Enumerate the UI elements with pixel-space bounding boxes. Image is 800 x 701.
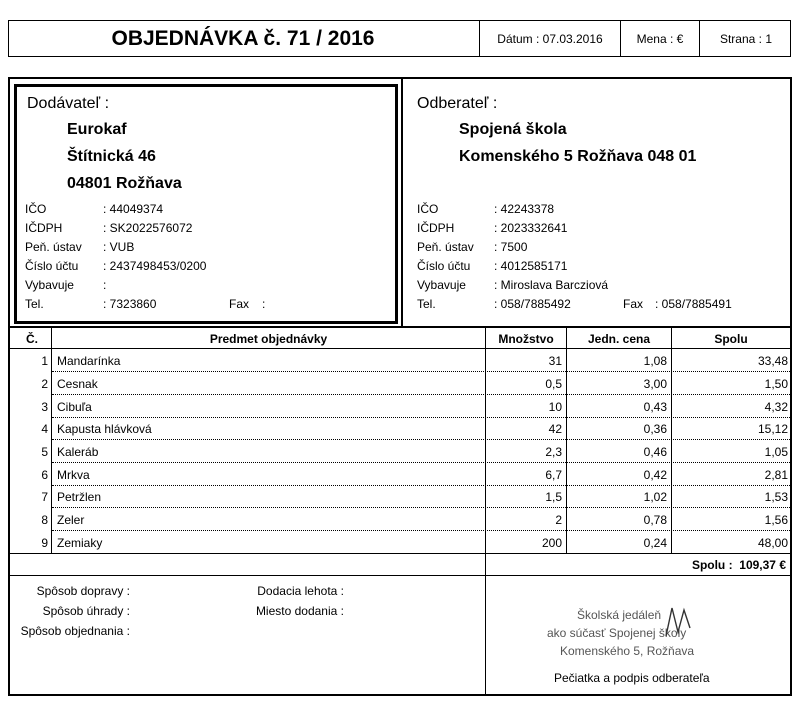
row-no: 6 bbox=[41, 468, 48, 482]
customer-address: Komenského 5 Rožňava 048 01 bbox=[459, 148, 697, 165]
signature-divider bbox=[485, 576, 486, 694]
supplier-box: Dodávateľ : Eurokaf Štítnická 46 04801 Rožňava IČO : 44049374 IČDPH : SK2022576072 Peň. ústav : VUB Číslo účtu : 2437498453/0200 Vybavuje : Tel. : 7323860 Fax : bbox=[14, 84, 398, 324]
row-total: 2,81 bbox=[764, 468, 788, 482]
row-price: 0,78 bbox=[643, 513, 667, 527]
row-separator bbox=[52, 485, 790, 486]
page-cell bbox=[699, 21, 792, 56]
row-item: Kaleráb bbox=[57, 445, 99, 459]
row-total: 1,56 bbox=[764, 513, 788, 527]
customer-bank-value: 7500 bbox=[500, 240, 528, 254]
stamp-line-1: Školská jedáleň bbox=[577, 608, 662, 622]
totals-bottom-rule bbox=[10, 575, 790, 576]
row-qty: 42 bbox=[548, 422, 562, 436]
stamp-line-3: Komenského 5, Rožňava bbox=[560, 644, 695, 658]
row-separator bbox=[52, 371, 790, 372]
parties-divider bbox=[401, 79, 403, 326]
customer-fax-value: 058/7885491 bbox=[661, 297, 732, 311]
row-separator bbox=[52, 530, 790, 531]
supplier-icdph-value: SK2022576072 bbox=[109, 221, 193, 235]
customer-box: Odberateľ : Spojená škola Komenského 5 Rožňava 048 01 IČO : 42243378 IČDPH : 2023332641 Peň. ústav : 7500 Číslo účtu : 4012585171 Vybavuje : Miroslava Barcziová Tel. : 058/7885492 Fax : 058/7885491 bbox=[417, 95, 732, 311]
row-qty: 2,3 bbox=[545, 445, 562, 459]
customer-icdph-label: IČDPH bbox=[417, 221, 455, 235]
row-item: Kapusta hlávková bbox=[57, 422, 152, 436]
delivery-place-label: Miesto dodania : bbox=[255, 604, 344, 618]
supplier-bank-label: Peň. ústav bbox=[25, 240, 82, 254]
supplier-name: Eurokaf bbox=[67, 121, 127, 138]
currency-label: Mena : bbox=[636, 31, 674, 46]
row-item: Mrkva bbox=[57, 468, 90, 482]
row-item: Mandarínka bbox=[57, 354, 121, 368]
signature-caption: Pečiatka a podpis odberateľa bbox=[554, 671, 710, 685]
row-separator bbox=[52, 462, 790, 463]
date-value: 07.03.2016 bbox=[542, 31, 603, 46]
row-qty: 31 bbox=[548, 354, 562, 368]
customer-account-label: Číslo účtu bbox=[417, 259, 471, 273]
table-bottom-rule bbox=[10, 553, 790, 554]
signature-mark bbox=[660, 602, 700, 642]
row-total: 15,12 bbox=[757, 422, 788, 436]
order-header bbox=[8, 20, 791, 57]
row-separator bbox=[52, 394, 790, 395]
supplier-city: 04801 Rožňava bbox=[67, 175, 182, 192]
row-qty: 10 bbox=[548, 400, 562, 414]
row-price: 0,36 bbox=[643, 422, 667, 436]
supplier-tel-value: 7323860 bbox=[109, 297, 157, 311]
order-method-label: Spôsob objednania : bbox=[20, 624, 130, 638]
row-no: 9 bbox=[41, 536, 48, 550]
supplier-bank-value: VUB bbox=[109, 240, 135, 254]
table-header-rule bbox=[10, 348, 790, 349]
row-no: 8 bbox=[41, 513, 48, 527]
customer-tel-label: Tel. bbox=[417, 297, 436, 311]
row-qty: 200 bbox=[541, 536, 562, 550]
row-qty: 1,5 bbox=[545, 490, 562, 504]
row-price: 0,43 bbox=[643, 400, 667, 414]
row-no: 1 bbox=[41, 354, 48, 368]
stamp-line-2: ako súčasť Spojenej školy bbox=[547, 626, 687, 640]
row-item: Zeler bbox=[57, 513, 85, 527]
row-item: Cibuľa bbox=[57, 400, 92, 414]
grand-total-value: 109,37 € bbox=[739, 558, 786, 572]
currency-cell bbox=[620, 21, 699, 56]
row-item: Petržlen bbox=[57, 490, 102, 504]
order-title: OBJEDNÁVKA č. 71 / 2016 bbox=[111, 26, 375, 50]
col-header-qty: Množstvo bbox=[498, 332, 554, 346]
supplier-tel-label: Tel. bbox=[25, 297, 44, 311]
delivery-time-label: Dodacia lehota : bbox=[257, 584, 344, 598]
row-total: 1,50 bbox=[764, 377, 788, 391]
row-total: 1,05 bbox=[764, 445, 788, 459]
row-price: 1,08 bbox=[643, 354, 667, 368]
row-separator bbox=[52, 439, 790, 440]
supplier-ico-value: 44049374 bbox=[109, 202, 164, 216]
row-no: 4 bbox=[41, 422, 48, 436]
supplier-street: Štítnická 46 bbox=[67, 148, 156, 165]
payment-label: Spôsob úhrady : bbox=[42, 604, 130, 618]
row-price: 1,02 bbox=[643, 490, 667, 504]
row-qty: 0,5 bbox=[545, 377, 562, 391]
row-total: 33,48 bbox=[757, 354, 788, 368]
row-item: Zemiaky bbox=[57, 536, 103, 550]
supplier-heading: Dodávateľ : bbox=[27, 95, 110, 112]
supplier-contact-label: Vybavuje bbox=[25, 278, 74, 292]
row-price: 0,42 bbox=[643, 468, 667, 482]
supplier-icdph-label: IČDPH bbox=[25, 221, 63, 235]
col-header-total: Spolu bbox=[714, 332, 748, 346]
customer-bank-label: Peň. ústav bbox=[417, 240, 474, 254]
customer-ico-value: 42243378 bbox=[500, 202, 555, 216]
page-value: 1 bbox=[765, 31, 773, 46]
row-item: Cesnak bbox=[57, 377, 98, 391]
row-price: 0,46 bbox=[643, 445, 667, 459]
row-no: 5 bbox=[41, 445, 48, 459]
date-cell bbox=[479, 21, 620, 56]
row-separator bbox=[52, 507, 790, 508]
row-qty: 2 bbox=[555, 513, 562, 527]
customer-heading: Odberateľ : bbox=[417, 95, 498, 112]
currency-value: € bbox=[676, 31, 684, 46]
transport-label: Spôsob dopravy : bbox=[36, 584, 130, 598]
supplier-account-label: Číslo účtu bbox=[25, 259, 79, 273]
customer-name: Spojená škola bbox=[459, 121, 567, 138]
customer-icdph-value: 2023332641 bbox=[500, 221, 568, 235]
customer-account-value: 4012585171 bbox=[500, 259, 568, 273]
col-header-price: Jedn. cena bbox=[587, 332, 651, 346]
row-separator bbox=[52, 417, 790, 418]
supplier-fax-label: Fax bbox=[229, 297, 250, 311]
page-label: Strana : bbox=[719, 31, 762, 46]
row-qty: 6,7 bbox=[545, 468, 562, 482]
row-total: 4,32 bbox=[764, 400, 788, 414]
customer-contact-label: Vybavuje bbox=[417, 278, 466, 292]
col-header-item: Predmet objednávky bbox=[209, 332, 328, 346]
supplier-ico-label: IČO bbox=[25, 202, 47, 216]
date-label: Dátum : bbox=[497, 31, 540, 46]
col-header-no: Č. bbox=[26, 332, 38, 346]
customer-contact-value: Miroslava Barcziová bbox=[500, 278, 609, 292]
customer-tel-value: 058/7885492 bbox=[500, 297, 571, 311]
col-divider bbox=[51, 328, 52, 553]
parties-bottom-rule bbox=[10, 326, 790, 328]
row-price: 0,24 bbox=[643, 536, 667, 550]
grand-total-label: Spolu : bbox=[691, 558, 733, 572]
row-no: 3 bbox=[41, 400, 48, 414]
row-no: 2 bbox=[41, 377, 48, 391]
supplier-account-value: 2437498453/0200 bbox=[109, 259, 207, 273]
customer-fax-label: Fax bbox=[623, 297, 644, 311]
row-total: 1,53 bbox=[764, 490, 788, 504]
row-price: 3,00 bbox=[643, 377, 667, 391]
row-no: 7 bbox=[41, 490, 48, 504]
grand-total bbox=[600, 557, 786, 573]
row-total: 48,00 bbox=[757, 536, 788, 550]
customer-ico-label: IČO bbox=[417, 202, 439, 216]
